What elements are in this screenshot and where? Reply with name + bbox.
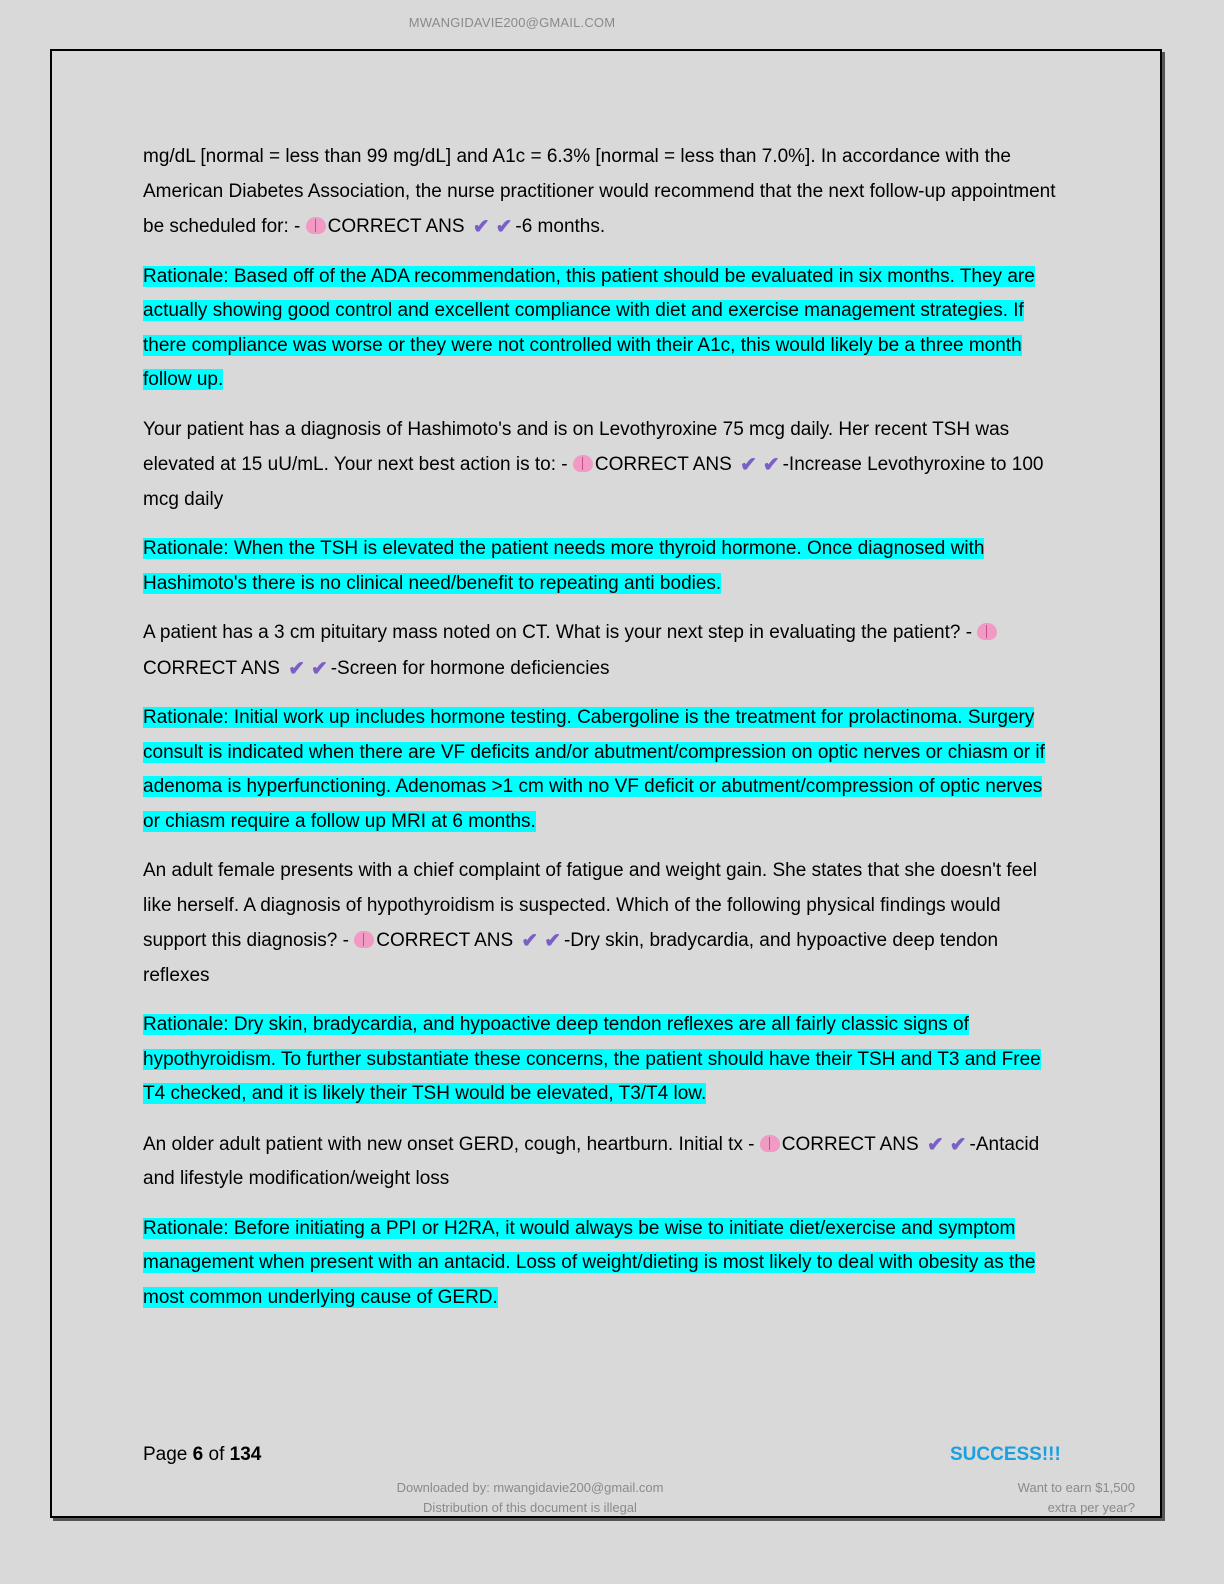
question-text: An older adult patient with new onset GERD, cough, heartburn. Initial tx - xyxy=(143,1133,760,1155)
promo-link[interactable] xyxy=(960,1478,1135,1518)
correct-ans-label: CORRECT ANS xyxy=(781,1133,919,1155)
answer-text: -Screen for hormone deficiencies xyxy=(330,657,610,679)
check-icon: ✔ xyxy=(762,454,780,476)
rationale-text: Rationale: Based off of the ADA recommendation, this patient should be evaluated in six months. They are actually showing good control and excellent compliance with diet and exercise management strategies. If there compliance was worse or they were not controlled with their A1c, this would likely be a three month follow up. xyxy=(143,265,1035,390)
rationale-text: Rationale: When the TSH is elevated the patient needs more thyroid hormone. Once diagnosed with Hashimoto's there is no clinical need/benefit to repeating anti bodies. xyxy=(143,538,985,594)
correct-ans-label: CORRECT ANS xyxy=(594,454,732,475)
page-word: Page xyxy=(143,1444,188,1465)
brain-icon xyxy=(977,623,997,640)
check-icon: ✔ xyxy=(740,454,757,476)
success-label: SUCCESS!!! xyxy=(950,1444,1061,1465)
answer-text: -Increase Levothyroxine to 100 mcg daily xyxy=(143,454,1044,510)
brain-icon xyxy=(760,1135,780,1152)
promo-line-2: extra per year? xyxy=(1047,1500,1135,1515)
rationale-4 xyxy=(143,1008,1063,1112)
rationale-5 xyxy=(143,1212,1063,1316)
page-total: 134 xyxy=(229,1444,262,1465)
correct-ans-label: CORRECT ANS xyxy=(143,657,280,679)
brain-icon xyxy=(573,455,593,472)
download-notice xyxy=(330,1478,730,1518)
check-icon: ✔ xyxy=(521,930,539,952)
document-body xyxy=(143,140,1063,1330)
question-text: A patient has a 3 cm pituitary mass noted on CT. What is your next step in evaluating the patient? - xyxy=(143,622,978,643)
rationale-text: Rationale: Dry skin, bradycardia, and hypoactive deep tendon reflexes are all fairly classic signs of hypothyroidism. To further substantiate these concerns, the patient should have their TSH and T3 and Free T4 checked, and it is likely their TSH would be elevated, T3/T4 low. xyxy=(143,1014,1041,1104)
check-icon: ✔ xyxy=(310,657,328,680)
rationale-text: Rationale: Before initiating a PPI or H2RA, it would always be wise to initiate diet/exercise and symptom management when present with an antacid. Loss of weight/dieting is most likely to deal with obesity as the most common underlying cause of GERD. xyxy=(143,1217,1036,1308)
question-4 xyxy=(143,854,1063,993)
page-of: of xyxy=(208,1444,225,1465)
promo-line-1: Want to earn $1,500 xyxy=(1017,1480,1135,1495)
check-icon: ✔ xyxy=(544,930,561,952)
answer-text: -6 months. xyxy=(515,216,606,237)
correct-ans-label: CORRECT ANS xyxy=(327,216,465,237)
question-5 xyxy=(143,1127,1063,1197)
brain-icon xyxy=(306,217,326,234)
check-icon: ✔ xyxy=(949,1133,967,1156)
downloaded-by: Downloaded by: mwangidavie200@gmail.com xyxy=(396,1480,664,1495)
page-current: 6 xyxy=(192,1444,204,1465)
brain-icon xyxy=(354,931,374,948)
check-icon: ✔ xyxy=(288,657,305,680)
rationale-text: Rationale: Initial work up includes hormone testing. Cabergoline is the treatment for prolactinoma. Surgery consult is indicated when there are VF deficits and/or abutment/compression on optic nerves or chiasm or if adenoma is hyperfunctioning. Adenomas >1 cm with no VF deficit or abutment/compression of optic nerves or chiasm require a follow up MRI at 6 months. xyxy=(143,707,1045,832)
check-icon: ✔ xyxy=(495,216,513,238)
question-2 xyxy=(143,413,1063,518)
check-icon: ✔ xyxy=(926,1133,944,1156)
question-text: mg/dL [normal = less than 99 mg/dL] and A1c = 6.3% [normal = less than 7.0%]. In accordance with the American Diabetes Association, the nurse practitioner would recommend that the next follow-up appointment be scheduled for: - xyxy=(143,146,1056,237)
check-icon: ✔ xyxy=(472,216,490,238)
answer-text: -Antacid and lifestyle modification/weight loss xyxy=(143,1133,1040,1189)
watermark-email: MWANGIDAVIE200@GMAIL.COM xyxy=(408,15,616,30)
rationale-2 xyxy=(143,532,1063,601)
rationale-3 xyxy=(143,701,1063,839)
answer-text: -Dry skin, bradycardia, and hypoactive deep tendon reflexes xyxy=(143,930,999,986)
rationale-1 xyxy=(143,260,1063,398)
correct-ans-label: CORRECT ANS xyxy=(376,930,514,951)
question-text: Your patient has a diagnosis of Hashimoto's and is on Levothyroxine 75 mcg daily. Her recent TSH was elevated at 15 uU/mL. Your next best action is to: - xyxy=(143,418,1010,475)
question-3 xyxy=(143,616,1063,686)
question-1 xyxy=(143,140,1063,245)
page-number xyxy=(143,1444,261,1466)
question-text: An adult female presents with a chief complaint of fatigue and weight gain. She states that she doesn't feel like herself. A diagnosis of hypothyroidism is suspected. Which of the following physical findings would support this diagnosis? - xyxy=(143,860,1038,951)
distribution-warning: Distribution of this document is illegal xyxy=(423,1500,637,1515)
